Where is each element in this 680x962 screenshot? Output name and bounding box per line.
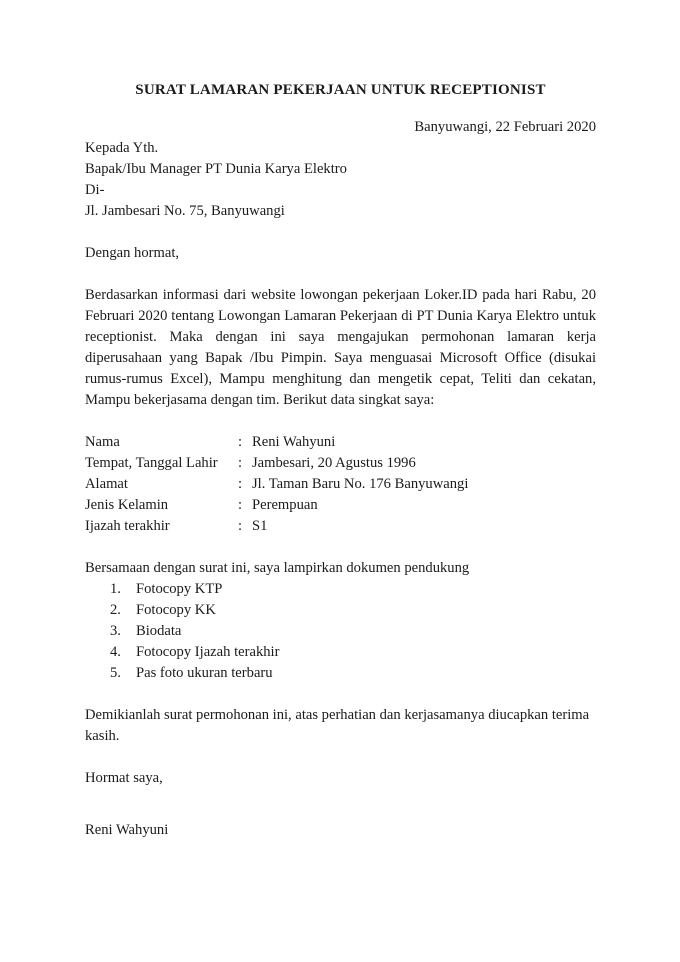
list-item-number: 5. xyxy=(110,665,121,681)
data-row-ttl xyxy=(85,453,596,474)
recipient-line-di: Di- xyxy=(85,182,105,198)
data-label: Tempat, Tanggal Lahir xyxy=(85,455,218,471)
spacer xyxy=(85,411,596,432)
list-item-number: 3. xyxy=(110,623,121,639)
attachments-list xyxy=(85,579,596,684)
closing-sentence: Demikianlah surat permohonan ini, atas perhatian dan kerjasamanya diucapkan terima kasih. xyxy=(85,707,590,744)
list-item-number: 2. xyxy=(110,602,121,618)
signoff: Hormat saya, xyxy=(85,770,163,786)
recipient-line-address: Jl. Jambesari No. 75, Banyuwangi xyxy=(85,203,285,219)
data-row-nama xyxy=(85,432,596,453)
data-colon: : xyxy=(238,455,243,471)
list-item xyxy=(85,663,596,684)
data-label: Ijazah terakhir xyxy=(85,518,170,534)
recipient-line-manager: Bapak/Ibu Manager PT Dunia Karya Elektro xyxy=(85,161,347,177)
data-value: Jl. Taman Baru No. 176 Banyuwangi xyxy=(252,476,469,492)
data-label: Jenis Kelamin xyxy=(85,497,169,513)
data-value: S1 xyxy=(252,518,268,534)
spacer xyxy=(85,537,596,558)
data-colon: : xyxy=(238,476,243,492)
data-value: Reni Wahyuni xyxy=(252,434,336,450)
list-item-text: Pas foto ukuran terbaru xyxy=(136,665,273,681)
list-item-number: 1. xyxy=(110,581,121,597)
data-row-alamat xyxy=(85,474,596,495)
data-colon: : xyxy=(238,497,243,513)
list-item xyxy=(85,579,596,600)
data-value: Perempuan xyxy=(252,497,318,513)
recipient-line-kepada: Kepada Yth. xyxy=(85,140,159,156)
personal-data-block xyxy=(85,432,596,537)
list-item-text: Fotocopy KTP xyxy=(136,581,223,597)
list-item xyxy=(85,600,596,621)
spacer xyxy=(85,747,596,768)
list-item-text: Biodata xyxy=(136,623,182,639)
list-item-text: Fotocopy KK xyxy=(136,602,216,618)
recipient-block xyxy=(85,138,596,222)
data-colon: : xyxy=(238,434,243,450)
attachments-intro: Bersamaan dengan surat ini, saya lampirkan dokumen pendukung xyxy=(85,560,470,576)
data-label: Nama xyxy=(85,434,120,450)
salutation: Dengan hormat, xyxy=(85,245,180,261)
list-item xyxy=(85,621,596,642)
spacer xyxy=(85,684,596,705)
signature-name: Reni Wahyuni xyxy=(85,822,169,838)
list-item-text: Fotocopy Ijazah terakhir xyxy=(136,644,280,660)
data-label: Alamat xyxy=(85,476,128,492)
list-item-number: 4. xyxy=(110,644,121,660)
spacer xyxy=(85,222,596,243)
body-paragraph: Berdasarkan informasi dari website lowongan pekerjaan Loker.ID pada hari Rabu, 20 Februari 2020 tentang Lowongan Lamaran Pekerjaan di PT Dunia Karya Elektro untuk receptionist. Maka dengan ini saya mengajukan permohonan lamaran kerja diperusahaan yang Bapak /Ibu Pimpin. Saya menguasai Microsoft Office (disukai rumus-rumus Excel), Mampu menghitung dan mengetik cepat, Teliti dan cekatan, Mampu bekerjasama dengan tim. Berikut data singkat saya: xyxy=(85,287,596,408)
data-row-ijazah xyxy=(85,516,596,537)
data-colon: : xyxy=(238,518,243,534)
list-item xyxy=(85,642,596,663)
data-row-jenis-kelamin xyxy=(85,495,596,516)
spacer xyxy=(85,264,596,285)
data-value: Jambesari, 20 Agustus 1996 xyxy=(252,455,416,471)
dateline: Banyuwangi, 22 Februari 2020 xyxy=(414,119,596,135)
letter-title: SURAT LAMARAN PEKERJAAN UNTUK RECEPTIONIST xyxy=(135,82,546,98)
